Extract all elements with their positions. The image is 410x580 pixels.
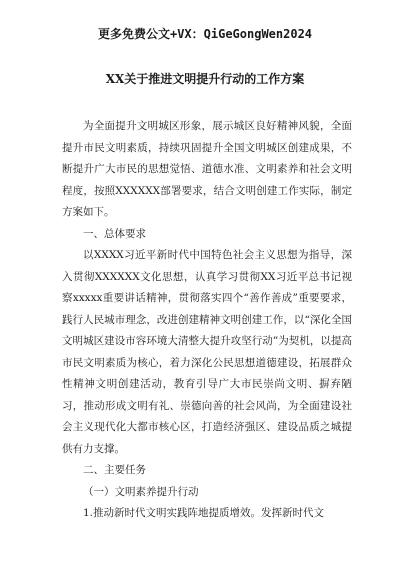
- document-body: [62, 116, 352, 525]
- subsection-heading-civility: （一）文明素养提升行动: [83, 485, 199, 498]
- header-note: 更多免费公文+VX：QiGeGongWen2024: [97, 27, 313, 41]
- section-heading-tasks: 二、主要任务: [83, 464, 146, 476]
- section-heading-general: 一、总体要求: [83, 227, 146, 240]
- document-title: XX关于推进文明提升行动的工作方案: [105, 72, 305, 86]
- task-item-1: 1.推动新时代文明实践阵地提质增效。发挥新时代文: [83, 507, 325, 519]
- intro-paragraph: 为全面提升文明城区形象，展示城区良好精神风貌，全面提升市民文明素质，持续巩固提升全国文明城区创建成果，不断提升广大市民的思想觉悟、道德水准、文明素养和社会文明程度，按照XXXXXX部署要求，结合文明创建工作实际，制定方案如下。: [62, 120, 352, 218]
- general-requirements-paragraph: 以XXXX习近平新时代中国特色社会主义思想为指导，深入贯彻XXXXXX文化思想，认真学习贯彻XX习近平总书记视察xxxxx重要讲话精神，贯彻落实四个“善作善成”重要要求，践行人民城市理念，改进创建精神文明创建工作，以“深化全国文明城区建设市容环境大清整大提升攻坚行动”为契机，以提高市民文明素质为核心，着力深化公民思想道德建设，拓展群众性精神文明创建活动，教育引导广大市民崇尚文明、摒弃陋习，推动形成文明有礼、崇德向善的社会风尚，为全面建设社会主义现代化大都市核心区，打造经济强区、建设品质之城提供有力支撑。: [62, 249, 352, 455]
